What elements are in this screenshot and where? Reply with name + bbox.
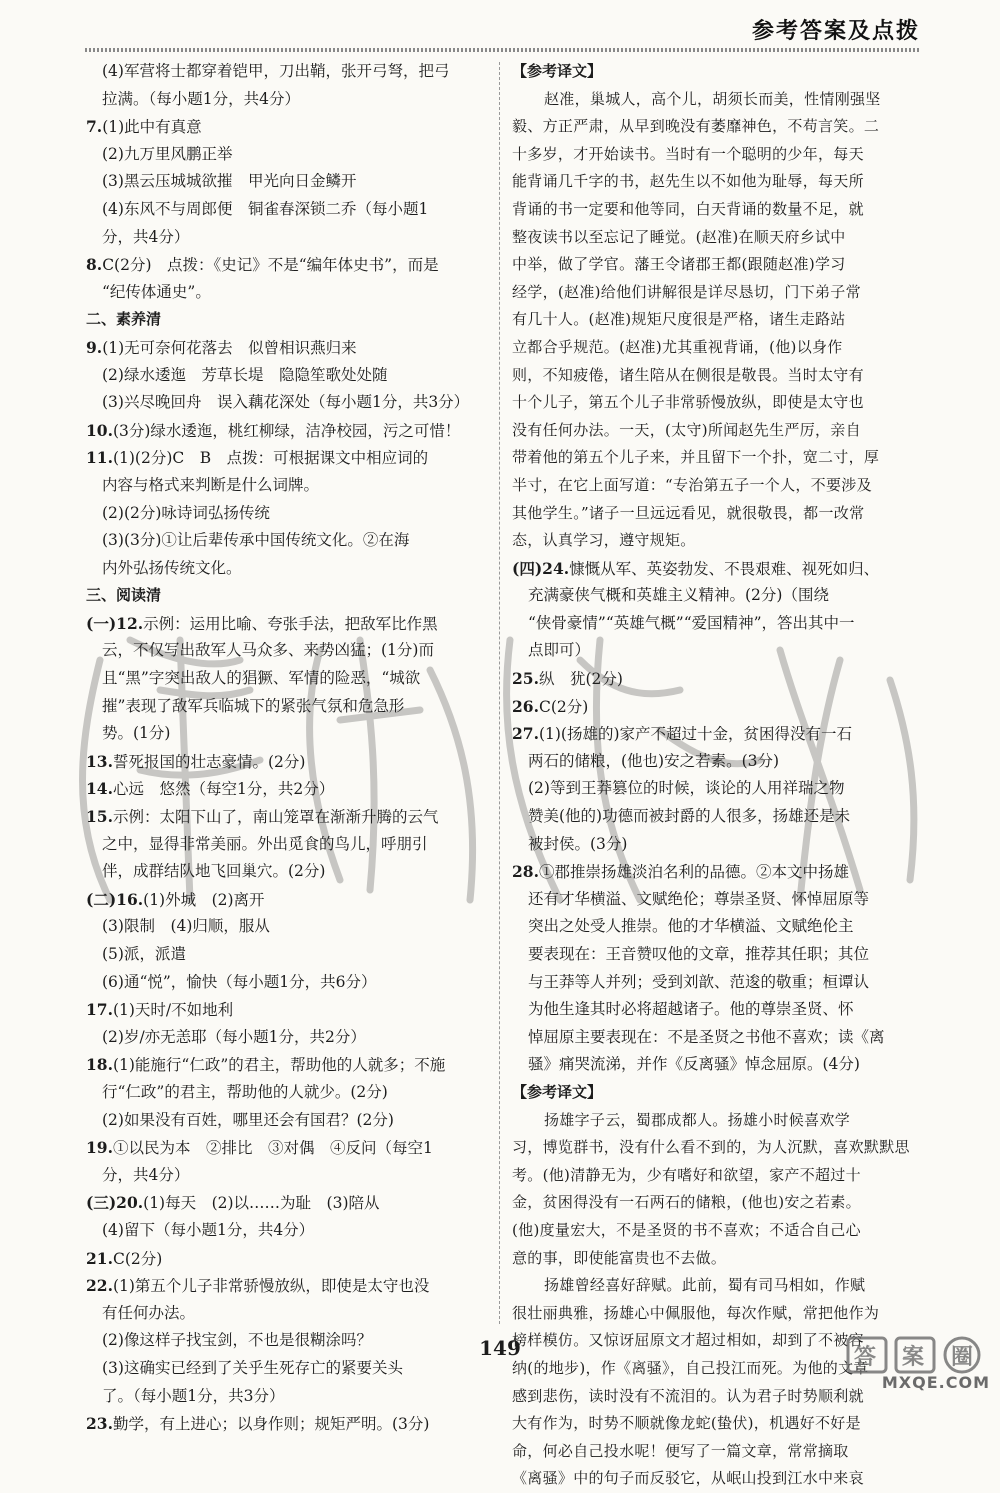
left-column-line: 21.C(2分) <box>86 1248 163 1268</box>
left-column-line: 行“仁政”的君主，帮助他的人就少。(2分) <box>102 1082 388 1101</box>
right-column-line: 赵准，巢城人，高个儿，胡须长而美，性情刚强坚 <box>544 89 881 108</box>
left-column-line: (3)限制 (4)归顺，服从 <box>102 917 270 936</box>
right-column-line: 还有才华横溢、文赋绝伦；尊崇圣贤、怀悼屈原等 <box>528 889 870 908</box>
right-column-line: (他)度量宏大，不是圣贤的书不喜欢；不适合自己心 <box>512 1220 861 1239</box>
left-column-line: 23.勤学，有上进心；以身作则；规矩严明。(3分) <box>86 1414 430 1434</box>
left-column-line: (3)黑云压城城欲摧 甲光向日金鳞开 <box>102 172 357 191</box>
right-column-line: 骚》痛哭流涕，并作《反离骚》悼念屈原。(4分) <box>528 1055 860 1074</box>
left-column-line: “纪传体通史”。 <box>102 282 211 301</box>
right-column-line: 立都合乎规范。(赵准)尤其重视背诵，(他)以身作 <box>512 337 843 356</box>
left-column <box>86 58 486 1438</box>
question-number: 28. <box>512 862 539 882</box>
question-number: 23. <box>86 1414 113 1434</box>
right-column-line: 考。(他)清静无为，少有嗜好和欲望，家产不超过十 <box>512 1165 861 1184</box>
question-number: 22. <box>86 1276 113 1296</box>
question-number: 27. <box>512 724 539 744</box>
svg-text:答: 答 <box>854 1345 877 1370</box>
right-column-line: 纳(的地步)，作《离骚》，自己投江而死。为他的文章 <box>512 1358 869 1377</box>
left-column-line: 9.(1)无可奈何花落去 似曾相识燕归来 <box>86 337 357 357</box>
right-column-line: 有几十人。(赵准)规矩尺度很是严格，诸生走路站 <box>512 310 846 329</box>
left-column-line: (5)派，派遣 <box>102 945 186 963</box>
question-number: 25. <box>512 669 539 689</box>
left-column-line: (4)东风不与周郎便 铜雀春深锁二乔（每小题1 <box>102 199 429 218</box>
question-number: 8. <box>86 255 103 275</box>
right-column-line: 没有任何办法。一天，(太守)所闻赵先生严厉，亲自 <box>512 420 861 439</box>
question-number: 13. <box>86 751 113 771</box>
page-number: 149 <box>479 1336 521 1360</box>
question-number: 14. <box>86 779 113 799</box>
right-column-line: 感到悲伤，读时没有不流泪的。认为君子时势顺利就 <box>512 1386 864 1405</box>
left-column-line: 22.(1)第五个儿子非常骄慢放纵，即使是太守也没 <box>86 1276 430 1296</box>
right-column-line: 意的事，即使能富贵也不去做。 <box>512 1248 727 1267</box>
right-column-line: 突出之处受人推崇。他的才华横溢、文赋绝伦主 <box>528 917 854 936</box>
question-number: (三)20. <box>86 1193 144 1213</box>
right-column-line: 两石的储粮，(他也)安之若素。(3分) <box>528 751 780 770</box>
right-column-line: 【参考译文】 <box>512 1082 603 1101</box>
left-column-line: 拉满。（每小题1分，共4分） <box>102 89 300 108</box>
question-number: (二)16. <box>86 889 144 909</box>
right-column-line: 扬雄字子云，蜀郡成都人。扬雄小时候喜欢学 <box>544 1110 851 1129</box>
right-column-line: 能背诵几千字的书，赵先生以不如他为耻辱，每天所 <box>512 172 864 191</box>
left-column-line: 内外弘扬传统文化。 <box>102 558 242 577</box>
left-column-line: 11.(1)(2分)C B 点拨：可根据课文中相应词的 <box>86 448 429 468</box>
left-column-line: 有任何办法。 <box>102 1303 196 1322</box>
question-number: 19. <box>86 1138 113 1158</box>
right-column-line: 要表现在：王音赞叹他的文章，推荐其任职；其位 <box>528 945 870 963</box>
watermark-url: MXQE.COM <box>881 1373 990 1392</box>
right-column-line: 半寸，在它上面写道：“专治第五子一个人，不要涉及 <box>512 475 872 494</box>
header-title: 参考答案及点拨 <box>751 19 920 44</box>
question-number: 10. <box>86 420 113 440</box>
right-column-line: 被封侯。(3分) <box>528 834 628 853</box>
right-column-line: (四)24.慷慨从军、英姿勃发、不畏艰难、视死如归、 <box>512 558 880 578</box>
right-column-line: 中举，做了学官。藩王令诸郡王都(跟随赵准)学习 <box>512 255 846 274</box>
left-column-line: 伴，成群结队地飞回巢穴。(2分) <box>102 862 326 881</box>
right-column-line: 则，不知疲倦，诸生陪从在侧很是敬畏。当时太守有 <box>512 365 864 384</box>
right-column-line: 榜样模仿。又惊讶屈原文才超过相如，却到了不被容 <box>512 1331 864 1350</box>
left-column-line: 三、阅读清 <box>86 586 162 605</box>
question-number: (一)12. <box>86 613 144 633</box>
right-column-line: 【参考译文】 <box>512 62 603 80</box>
right-column-line: 带着他的第五个儿子来，并且留下一个扑，宽二寸，厚 <box>512 448 880 467</box>
left-column-line: (二)16.(1)外城 (2)离开 <box>86 889 265 909</box>
question-number: 17. <box>86 1000 113 1020</box>
left-column-line: 二、素养清 <box>86 310 162 329</box>
question-number: 15. <box>86 807 113 827</box>
right-column-line: 赞美(他的)功德而被封爵的人很多，扬雄还是未 <box>528 807 851 826</box>
right-column-line: 为他生逢其时必将超越诸子。他的尊崇圣贤、怀 <box>528 1000 854 1019</box>
question-number: 26. <box>512 696 539 716</box>
left-column-line: (2)如果没有百姓，哪里还会有国君？(2分) <box>102 1110 394 1129</box>
right-column-line: 28.①郡推崇扬雄淡泊名利的品德。②本文中扬雄 <box>512 862 849 882</box>
left-column-line: 内容与格式来判断是什么词牌。 <box>102 475 320 494</box>
question-number: 18. <box>86 1055 113 1075</box>
question-number: (四)24. <box>512 558 570 578</box>
left-column-line: 之中，显得非常美丽。外出觅食的鸟儿，呼朋引 <box>102 834 428 853</box>
right-column-line: 《离骚》中的句子而反驳它，从岷山投到江水中来哀 <box>512 1469 864 1488</box>
right-column-line: 经学，(赵准)给他们讲解很是详尽恳切，门下弟子常 <box>512 282 861 301</box>
right-column-line: 十个儿子，第五个儿子非常骄慢放纵，即使是太守也 <box>512 393 864 412</box>
left-column-line: (2)像这样子找宝剑，不也是很糊涂吗？ <box>102 1331 372 1350</box>
left-column-line: (3)兴尽晚回舟 误入藕花深处（每小题1分，共3分） <box>102 393 470 412</box>
right-column-line: 毅、方正严肃，从早到晚没有萎靡神色，不苟言笑。二 <box>512 117 880 136</box>
right-column-line: 十多岁，才开始读书。当时有一个聪明的少年，每天 <box>512 144 864 163</box>
right-column-line: 金，贫困得没有一石两石的储粮，(他也)安之若素。 <box>512 1193 861 1212</box>
question-number: 9. <box>86 337 103 357</box>
right-column-line: 背诵的书一定要和他等同，白天背诵的数量不足，就 <box>512 199 864 218</box>
column-divider <box>499 62 500 1324</box>
svg-text:圈: 圈 <box>951 1345 974 1370</box>
right-column-line: 25.纵 犹(2分) <box>512 669 623 689</box>
left-column-line: 且“黑”字突出敌人的猖獗、军情的险恶，“城欲 <box>102 669 421 688</box>
right-column <box>512 58 925 1493</box>
left-column-line: 18.(1)能施行“仁政”的君主，帮助他的人就多；不施 <box>86 1055 446 1075</box>
right-column-line: 很壮丽典雅，扬雄心中佩服他，每次作赋，常把他作为 <box>512 1303 880 1322</box>
left-column-line: 了。（每小题1分，共3分） <box>102 1386 285 1405</box>
left-column-line: 19.①以民为本 ②排比 ③对偶 ④反问（每空1 <box>86 1138 433 1158</box>
right-column-line: 点即可） <box>528 641 591 660</box>
left-column-line: 分，共4分） <box>102 1165 190 1184</box>
page-header <box>0 0 1000 55</box>
right-column-line: (2)等到王莽篡位的时候，谈论的人用祥瑞之物 <box>528 779 845 798</box>
left-column-line: 14.心远 悠然（每空1分，共2分） <box>86 779 335 799</box>
right-column-line: 整夜读书以至忘记了睡觉。(赵准)在顺天府乡试中 <box>512 227 846 246</box>
right-column-line: 命，何必自己投水呢！便写了一篇文章，常常摘取 <box>512 1441 849 1460</box>
left-column-line: (一)12.示例：运用比喻、夸张手法，把敌军比作黑 <box>86 613 438 633</box>
left-column-line: 10.(3分)绿水逶迤，桃红柳绿，洁净校园，污之可惜！ <box>86 420 461 440</box>
right-column-line: 充满豪侠气概和英雄主义精神。(2分)（围绕 <box>528 586 829 605</box>
left-column-line: 17.(1)天时/不如地利 <box>86 1000 234 1020</box>
right-column-line: 27.(1)(扬雄的)家产不超过十金，贫困得没有一石 <box>512 724 853 744</box>
right-column-line: 扬雄曾经喜好辞赋。此前，蜀有司马相如，作赋 <box>544 1276 866 1295</box>
left-column-line: (4)留下（每小题1分，共4分） <box>102 1220 315 1239</box>
svg-text:案: 案 <box>902 1345 925 1370</box>
right-column-line: 态，认真学习，遵守规矩。 <box>512 531 696 550</box>
left-column-line: 8.C(2分) 点拨：《史记》不是“编年体史书”，而是 <box>86 255 439 275</box>
left-column-line: (2)岁/亦无恙耶（每小题1分，共2分） <box>102 1027 366 1046</box>
right-column-line: 其他学生。”诸子一旦远远看见，就很敬畏，都一改常 <box>512 503 865 522</box>
left-column-line: 13.誓死报国的壮志豪情。(2分) <box>86 751 306 771</box>
right-column-line: 26.C(2分) <box>512 696 589 716</box>
left-column-line: (4)军营将士都穿着铠甲，刀出鞘，张开弓弩，把弓 <box>102 62 450 80</box>
right-column-line: 习，博览群书，没有什么看不到的，为人沉默，喜欢默默思 <box>512 1138 910 1157</box>
left-column-line: 势。(1分) <box>102 724 171 743</box>
left-column-line: 15.示例：太阳下山了，南山笼罩在渐渐升腾的云气 <box>86 807 439 827</box>
question-number: 7. <box>86 117 103 137</box>
left-column-line: (2)(2分)咏诗词弘扬传统 <box>102 503 270 522</box>
right-column-line: 悼屈原主要表现在：不是圣贤之书他不喜欢；读《离 <box>528 1027 885 1046</box>
left-column-line: (3)这确实已经到了关乎生死存亡的紧要关头 <box>102 1358 403 1377</box>
left-column-line: (2)绿水逶迤 芳草长堤 隐隐笙歌处处随 <box>102 365 388 384</box>
left-column-line: 分，共4分） <box>102 227 190 246</box>
right-column-line: “侠骨豪情”“英雄气概”“爱国精神”，答出其中一 <box>528 613 855 632</box>
right-column-line: 与王莽等人并列；受到刘歆、范逡的敬重；桓谭认 <box>528 972 870 991</box>
right-column-line: 大有作为，时势不顺就像龙蛇(蛰伏)，机遇好不好是 <box>512 1414 861 1433</box>
question-number: 11. <box>86 448 113 468</box>
question-number: 21. <box>86 1248 113 1268</box>
left-column-line: (三)20.(1)每天 (2)以……为耻 (3)陪从 <box>86 1193 380 1213</box>
left-column-line: (2)九万里风鹏正举 <box>102 144 233 163</box>
left-column-line: 摧”表现了敌军兵临城下的紧张气氛和危急形 <box>102 696 405 715</box>
left-column-line: 7.(1)此中有真意 <box>86 117 202 137</box>
left-column-line: (6)通“悦”，愉快（每小题1分，共6分） <box>102 972 377 991</box>
header-rule <box>85 48 920 52</box>
left-column-line: 云，不仅写出敌军人马众多、来势凶猛；(1分)而 <box>102 641 434 660</box>
left-column-line: (3)(3分)①让后辈传承中国传统文化。②在海 <box>102 531 410 550</box>
